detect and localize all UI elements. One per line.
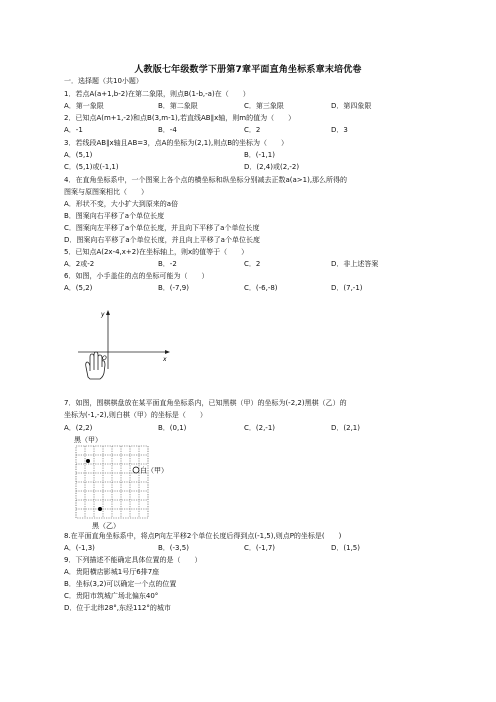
option-c: C．2 [244, 260, 261, 268]
option-b: B．第二象限 [158, 102, 198, 110]
option-d: D．图案向右平移了a个单位长度，并且向上平移了a个单位长度 [64, 236, 260, 244]
option-a: A．2或-2 [64, 260, 95, 268]
y-arrow [106, 310, 110, 315]
figure-go-board [74, 434, 194, 530]
option-d: D．(7,-1) [331, 284, 363, 292]
option-b: B．(-7,9) [158, 284, 189, 292]
option-a: A．形状不变，大小扩大到原来的a倍 [64, 200, 179, 208]
y-label: y [101, 311, 105, 318]
option-b: B．-2 [158, 260, 177, 268]
option-c: C．2 [244, 126, 261, 134]
option-c: C．贵阳市筑城广场北偏东40° [64, 592, 159, 600]
origin-label: O [102, 355, 107, 362]
option-a: A．(5,1) [64, 151, 93, 159]
page-title: 人教版七年级数学下册第7章平面直角坐标系章末培优卷 [134, 65, 362, 75]
option-b: B．(0,1) [158, 424, 187, 432]
question-1-stem: 1．若点A(a+1,b-2)在第二象限，则点B(1-b,-a)在（ ） [64, 90, 250, 98]
option-c: C．图案向左平移了a个单位长度，并且向下平移了a个单位长度 [64, 224, 260, 232]
option-b: B．图案向右平移了a个单位长度 [64, 212, 165, 220]
question-9-stem: 9．下列描述不能确定具体位置的是（ ） [64, 556, 202, 564]
option-d: D．(1,5) [331, 544, 360, 552]
option-b: B．-4 [158, 126, 177, 134]
section-heading: 一．选择题（共10小题） [64, 77, 143, 85]
question-7-stem: 7．如图，围棋棋盘放在某平面直角坐标系内，已知黑棋（甲）的坐标为(-2,2)黑棋（乙）的 [64, 399, 347, 407]
option-b: B．坐标(3,2)可以确定一个点的位置 [64, 580, 177, 588]
question-8-stem: 8.在平面直角坐标系中，将点P向左平移2个单位长度后得到点(-1,5),则点P的坐标是( ) [64, 532, 342, 540]
option-c: C．(5,1)或(-1,1) [64, 163, 119, 171]
option-d: D．(2,1) [331, 424, 360, 432]
option-a: A．贵阳横店影城1号厅6排7座 [64, 568, 160, 576]
option-d: D．3 [331, 126, 348, 134]
option-a: A．-1 [64, 126, 83, 134]
black-stone-b-label: 黑（乙） [92, 522, 120, 530]
option-c: C．第三象限 [244, 102, 284, 110]
question-7-stem-cont: 坐标为(-1,-2),则白棋（甲）的坐标是（ ） [64, 411, 207, 419]
black-stone-a [86, 459, 90, 463]
option-a: A．第一象限 [64, 102, 104, 110]
option-d: D．非上述答案 [331, 260, 379, 268]
question-3-stem: 3．若线段AB∥x轴且AB=3，点A的坐标为(2,1),则点B的坐标为（ ） [64, 139, 289, 147]
option-c: C．(2,-1) [244, 424, 276, 432]
option-a: A．(-1,3) [64, 544, 95, 552]
x-label: x [163, 356, 167, 363]
option-c: C．(-6,-8) [244, 284, 278, 292]
black-stone-b [98, 507, 102, 511]
black-stone-a-label: 黑（甲） [74, 436, 102, 444]
question-4-stem-cont: 图案与原图案相比（ ） [64, 188, 148, 196]
question-5-stem: 5．已知点A(2x-4,x+2)在坐标轴上，则x的值等于（ ） [64, 248, 249, 256]
option-c: C．(-1,7) [244, 544, 276, 552]
question-4-stem: 4．在直角坐标系中，一个图案上各个点的横坐标和纵坐标分别减去正数a(a>1),那么所得的 [64, 176, 348, 184]
hand-icon [86, 352, 105, 379]
option-d: D．(2,4)或(2,-2) [244, 163, 300, 171]
option-d: D．第四象限 [331, 102, 372, 110]
option-b: B．(-1,1) [244, 151, 275, 159]
option-b: B．(-3,5) [158, 544, 189, 552]
option-a: A．(5,2) [64, 284, 93, 292]
white-stone-a [133, 467, 139, 473]
option-a: A．(2,2) [64, 424, 93, 432]
option-d: D．位于北纬28°,东经112°的城市 [64, 604, 171, 612]
figure-axes-hand [74, 307, 174, 385]
question-2-stem: 2．已知点A(m+1,-2)和点B(3,m-1),若直线AB∥x轴，则m的值为（ ） [64, 114, 296, 122]
x-arrow [165, 350, 170, 354]
board-grid [76, 446, 148, 518]
question-6-stem: 6．如图，小手盖住的点的坐标可能为（ ） [64, 272, 209, 280]
white-stone-a-label: 白（甲） [140, 466, 168, 475]
